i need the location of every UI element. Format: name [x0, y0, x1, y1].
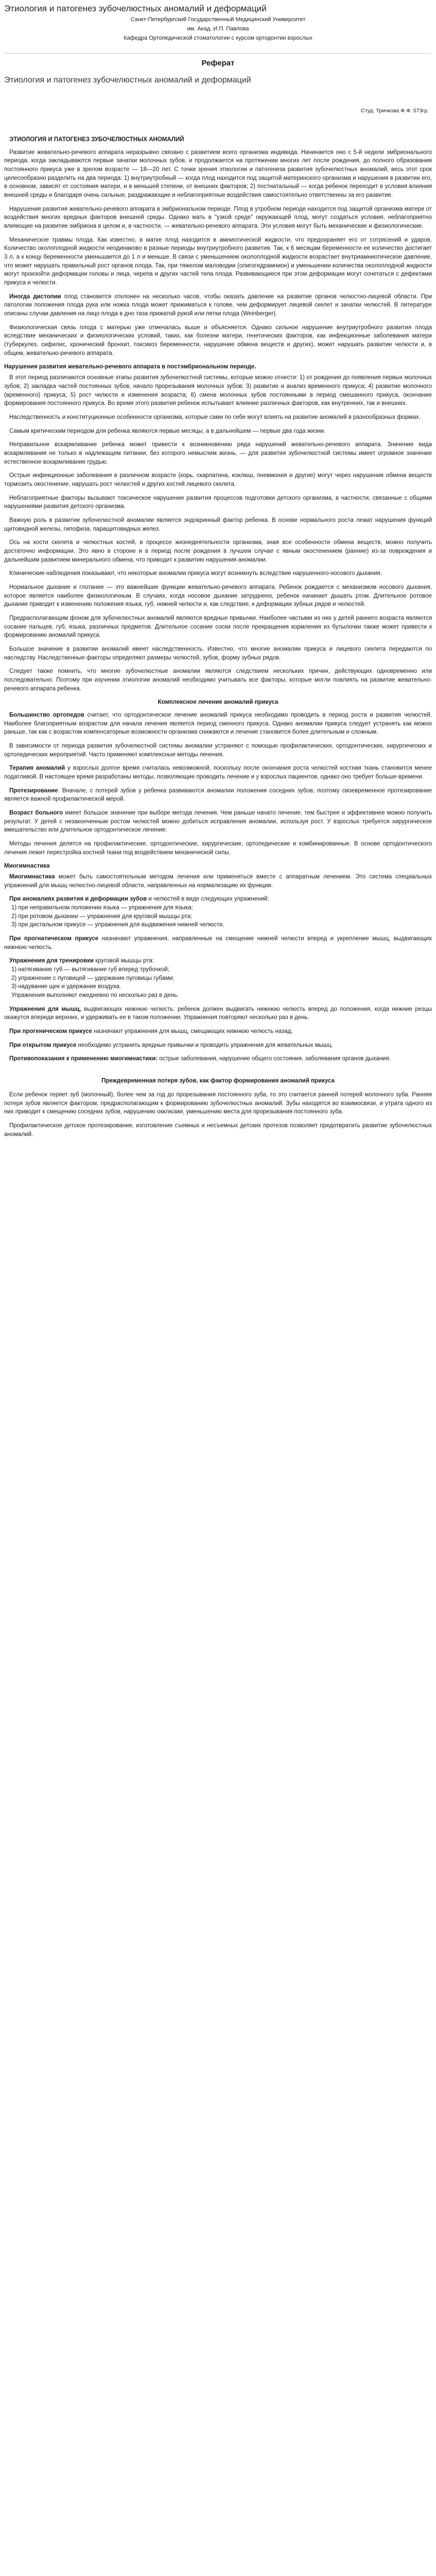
lead-bold: Возраст больного — [9, 810, 63, 817]
paragraph — [4, 293, 432, 318]
paragraph: В этот период различаются основные этапы развития зубочелюстной системы, которые можно отнести: 1) от рождения до появления первых молочных зубов; 2) закладка частей постоянных зубов, начало прорезывания молочных зубов; 3) развитие и анализ временного прикуса; 4) развитие молочного (временного) прикуса; 5) рост челюсти и изменения возраста; 6) смена молочных зубов постоянными в период смешанного прикуса, окончание формирования постоянного прикуса. Во время этого развития ребенок испытывает влияние различных факторов, как внутренних, так и внешних. — [4, 375, 432, 407]
paragraph — [4, 1055, 432, 1063]
paragraph: Самым критическим периодом для ребенка являются первые месяцы, а в дальнейшем — первые два года жизни. — [9, 428, 326, 434]
lead-bold: При прогеническом прикусе — [9, 1028, 92, 1035]
doc-heading: Этиология и патогенез зубочелюстных аномалий и деформаций — [4, 75, 251, 84]
lead-bold: Упражнения для мышц, — [9, 1006, 81, 1012]
paragraph: Большое значение в развитии аномалий имеет наследственность. Известно, что многие аномалии прикуса и лицевого скелета передаются по наследству. Наследственные факторы определяют размеры челюстей, зубов, форму зубных рядов. — [4, 646, 432, 661]
student-info: Студ. Тричкова Ф.Ф. 573гр. — [361, 107, 429, 114]
paragraph-text: острые заболевания, нарушение общего состояния, заболевания органов дыхания. — [158, 1056, 391, 1062]
doc-type: Реферат — [201, 59, 235, 68]
list-item: 3) при дистальном прикусе — упражнения для выдвижения нижней челюсти. — [11, 922, 224, 928]
paragraph: Наследственность и конституционные особенности организма, которые сами по себе могут влиять на развитие аномалий в разнообразных формах. — [9, 414, 421, 420]
paragraph-text: может быть самостоятельным методом лечения или применяться вместе с аппаратным лечением. Это система специальных упражнений для мышц челюстно-лицевой области, направленных на нормализацию их функции. — [4, 874, 432, 889]
paragraph-text: круговой мышцы рта: — [94, 958, 154, 964]
section-heading: ЭТИОЛОГИЯ И ПАТОГЕНЕЗ ЗУБОЧЕЛЮСТНЫХ АНОМАЛИЙ — [9, 137, 184, 143]
paragraph-text: имеет большое значение при выборе метода лечения. Чем раньше начато лечение, тем быстрее и эффективнее можно получить результат. У детей с незаконченным ростом челюстей можно добиться исправления аномалии, используя рост. У взрослых требуется хирургическое вмешательство или длительное ортодонтическое лечение. — [4, 810, 432, 834]
paragraph: Неправильное вскармливание ребенка может привести к возникновению ряда нарушений жевательно-речевого аппарата. Значение вида вскармливания не только в надлежащем питании, без которого немыслим жизнь, — для развития зубочелюстной системы имеет огромное значение естественное вскармливание грудью. — [4, 442, 432, 465]
paragraph: Острые инфекционные заболевания в различном возрасте (корь, скарлатина, коклюш, пневмония и другие) могут через нарушения обмена веществ тормозить окостенение, нарушать рост челюстей и других костей лицевого скелета. — [4, 472, 432, 487]
academy: им. Акад. И.П. Павлова — [187, 26, 249, 32]
list-item: 2) упражнение с пуговицей — удержание пуговицы губами; — [11, 975, 175, 981]
lead-bold: Протезирование — [9, 787, 58, 794]
paragraph — [4, 1027, 432, 1036]
paragraph — [4, 873, 432, 890]
paragraph — [4, 787, 432, 804]
paragraph: Важную роль в развитии зубочелюстной аномалии является эндокринный фактор ребенка. В основе нормального роста лежат нарушения функций щитовидной железы, гипофиза, паращитовидных желез. — [4, 517, 432, 532]
paragraph: Если ребенок теряет зуб (молочный), более чем за год до прорезывания постоянного зуба, то это считается ранней потерей молочного зуба. Ранняя потеря зубов является фактором, предрасполагающим к формированию зубочелюстных аномалий. Зубы находятся во взаимосвязи, и утрата одного из них приводит к смещению соседних зубов, нарушению окклюзии, уменьшению места для прорезывания постоянного зуба. — [4, 1091, 432, 1115]
paragraph: Ось на кости скелета и челюстных костей, в процессе жизнедеятельности организма, зная все особенности обмена веществ, можно получить достаточно информации. Это явно в стороне и в период после рождения в лучшем случае с явным окостенением (ранние) из-за повреждения и дальнейшим развитием минерального обмена, что приводит к развитию нарушения аномалии. — [4, 539, 432, 563]
paragraph-text: назначают упражнения, направленные на смещение нижней челюсти вперед и укрепление мышц, выдвигающих нижнюю челюсть. — [4, 936, 432, 951]
lead-bold: При аномалиях развития и деформации зубов — [9, 896, 147, 903]
myogymnastics-heading: Миогимнастика — [4, 863, 50, 870]
paragraph: Нарушения развития жевательно-речевого аппарата в эмбриональном периоде. Плод в утробном периоде находится под защитой организма матери от воздействия многих вредных факторов внешней среды. Однако мать в "узкой среде" окружающей плод, могут создаться условия, неблагоприятно влияющие на развитие эмбриона в целом и, в частности, — жевательно-речевого аппарата. Эти условия могут быть механические и физиологические. — [4, 206, 432, 230]
paragraph — [4, 1005, 432, 1022]
paragraph: Механическое травмы плода. Как известно, в матке плод находится в амниотической жидкости, что предохраняет его от сотрясений и ударов. Количество околоплодной жидкости неодинаково в разные периоды внутриутробного развития. Так, к 6 месяцам беременности ее количество достигает 3 л, а к концу беременности уменьшается до 1 л и меньше. В связи с уменьшением околоплодной жидкости возрастает внутриамниотическое давление, что может нарушать правильный рост органов плода. Так, при тяжелом маловодии (олигогидрамнион) и уменьшении количества околоплодной жидкости могут произойти деформации головы и лица, черепа и других частей тела плода. Развивающиеся при этом деформации могут сочетаться с дефектами прикуса и челюсти. — [4, 236, 432, 286]
lead-bold: Иногда дистопии — [9, 293, 61, 300]
paragraph — [4, 1041, 432, 1050]
paragraph — [4, 935, 432, 952]
list-item: 3) надувание щек и удержание воздуха. — [11, 984, 121, 990]
document-page — [0, 0, 436, 1139]
paragraph: Физиологическая связь плода с матерью уже отмечалась выше и объясняется. Однако сильное нарушение внутриутробного развития плода вследствие механических и физиологических условий, таких, как болезни матери, генетических факторов, как инфекционные заболевания матери (туберкулез, сифилис, хронический бронхит, токсикоз беременности, нарушение обмена веществ и других), может нарушать развитие челюсти и, в общем, жевательно-речевого аппарата. — [4, 324, 432, 357]
paragraph-text: выдвигающих нижнюю челюсть: ребенок должен выдвигать нижнюю челюсть вперед до положения, когда нижние резцы окажутся впереди верхних, и удерживать ее в таком положении. Упражнения повторяют несколько раз в день. — [4, 1006, 432, 1021]
paragraph — [4, 809, 432, 835]
paragraph: Неблагоприятные факторы вызывают токсическое нарушение развития процессов подготовки детского организма, в частности, связанные с общими нарушениями развития детского организма. — [4, 495, 432, 510]
paragraph: Методы лечения делятся на профилактические, ортодонтические, хирургические, ортопедические и комбинированные. В основе ортодонтического лечения лежит перестройка костной ткани под воздействием механической силы. — [4, 841, 432, 856]
list-item: 2) при ротовом дыхании — упражнения для круговой мышцы рта; — [11, 913, 193, 920]
paragraph-text: плод становится отклонен на несколько часов, чтобы оказать давление на развитие органов челюстно-лицевой области. При патологии положения плода рука или ножка плода может прижиматься к голове, чем деформирует лицевой скелет и зачатки челюстей. В литературе описаны случаи давления на лицо плода в дно таза прижатой рукой или пятки плода (Weinberger). — [4, 293, 432, 317]
paragraph — [4, 711, 432, 737]
paragraph: Нормальное дыхание и глотание — это важнейшие функции жевательно-речевого аппарата. Ребенок рождается с механизмом носового дыхания, которое является наиболее физиологичным. В случаях, когда носовое дыхание затруднено, ребенок начинает дышать ртом. Длительное ротовое дыхание приводит к изменению положения языка, губ, нижней челюсти и, как следствие, к деформации зубных рядов и челюстей. — [4, 584, 432, 608]
lead-bold: При прогнатическом прикусе — [9, 936, 99, 942]
lead-bold: Противопоказания к применению миогимнастики: — [9, 1056, 158, 1062]
paragraph: Следует также помнить, что многие зубочелюстные аномалии являются следствием нескольких причин, действующих одновременно или последовательно. Поэтому при изучении этиологии аномалий необходимо учитывать все факторы, которые могли повлиять на развитие жевательно-речевого аппарата ребенка. — [4, 668, 432, 692]
subheading: Нарушения развития жевательно-речевого аппарата в постэмбриональном периоде. — [4, 364, 256, 370]
divider — [4, 53, 432, 54]
final-section-heading: Преждевременная потеря зубов, как фактор формирования аномалий прикуса — [101, 1078, 335, 1084]
top-title: Этиология и патогенез зубочелюстных аномалий и деформаций — [4, 4, 267, 13]
paragraph: Клинические наблюдения показывают, что некоторые аномалии прикуса могут возникнуть вследствие нарушенного носового дыхания. — [9, 570, 382, 577]
list-item: 1) натягивание губ — вытягивание губ вперед трубочкой; — [11, 967, 169, 973]
university: Санкт-Петербургский Государственный Медицинский Университет — [130, 16, 306, 23]
paragraph — [4, 957, 432, 965]
department: Кафедра Ортопедической стоматологии с курсом ортодонтии взрослых — [124, 35, 312, 42]
lead-bold: При открытом прикусе — [9, 1042, 77, 1048]
paragraph — [4, 895, 432, 904]
paragraph-text: . Вначале, с потерей зубов у ребенка развиваются аномалии положения соседних зубов, поэтому своевременное протезирование является важной профилактической мерой. — [4, 787, 432, 803]
lead-bold: Миогимнастика — [9, 874, 55, 880]
paragraph-text: и челюстей в виде следующих упражнений: — [147, 896, 269, 903]
list-item: Упражнения выполняют ежедневно по несколько раз в день. — [11, 992, 179, 999]
paragraph-text: необходимо устранить вредные привычки и проводить упражнения для жевательных мышц. — [76, 1042, 333, 1048]
paragraph-text: считает, что ортодонтическое лечение аномалий прикуса необходимо проводить в период роста и развития челюстей. Наиболее благоприятным возрастом для начала лечения является период сменного прикуса. Однако аномалии прикуса следует устранять как можно раньше, так как с возрастом компенсаторные возможности организма снижаются и лечение становится более длительным и сложным. — [4, 711, 432, 736]
list-item: 1) при неправильном положении языка — упражнения для языка; — [11, 905, 193, 911]
paragraph-text: у взрослых долгое время считалась невозможной, поскольку после окончания роста челюстей костная ткань становится менее податливой. В настоящее время разработаны методы, позволяющие проводить лечение и у взрослых пациентов, однако оно требует больше времени. — [4, 765, 432, 781]
lead-bold: Упражнения для тренировки — [9, 958, 94, 964]
paragraph-text: назначают упражнения для мышц, смещающих нижнюю челюсть назад. — [92, 1028, 293, 1035]
paragraph: В зависимости от периода развития зубочелюстной системы аномалии устраняют с помощью профилактических, ортодонтических, хирургических и ортопедических мероприятий. Часто применяют комплексные методы лечения. — [4, 743, 432, 758]
lead-bold: Большинство ортопедов — [9, 711, 84, 718]
paragraph — [4, 764, 432, 781]
paragraph: Профилактическое детское протезирование, изготовление съемных и несъемных детских протезов позволяет предотвратить развитие зубочелюстных аномалий. — [4, 1122, 432, 1138]
lead-bold: Терапия аномалий — [9, 765, 65, 772]
paragraph: Предрасполагающим фоном для зубочелюстных аномалий являются вредные привычки. Наиболее частыми из них у детей раннего возраста являются сосание пальцев, губ, языка, различных предметов. Длительное сосание соски после прекращения кормления из бутылочки также может привести к формированию аномалий прикуса. — [4, 615, 432, 639]
complex-treatment-heading: Комплексное лечение аномалий прикуса — [158, 699, 278, 706]
paragraph: Развитие жевательно-речевого аппарата неразрывно связано с развитием всего организма индивида. Начинается оно с 5-й недели эмбрионального периода, когда закладываются первые зачатки молочных зубов, и продолжается на протяжении многих лет после рождения, до полного образования постоянного прикуса уже в зрелом возрасте — 18—20 лет. С точки зрения этиологии и патогенеза развития зубочелюстных аномалий, весь этот срок целесообразно разделить на два периода: 1) внутриутробный — когда плод находится под защитой материнского организма и нарушения в развитии его, в основном, зависят от состояния матери, и в меньшей степени, от внешних факторов; 2) постнатальный — когда ребенок переходит в условия влияния внешней среды и благодаря очень сильные, раздражающие и неблагоприятные воздействия самостоятельно ответственны за его развитие. — [4, 149, 432, 199]
